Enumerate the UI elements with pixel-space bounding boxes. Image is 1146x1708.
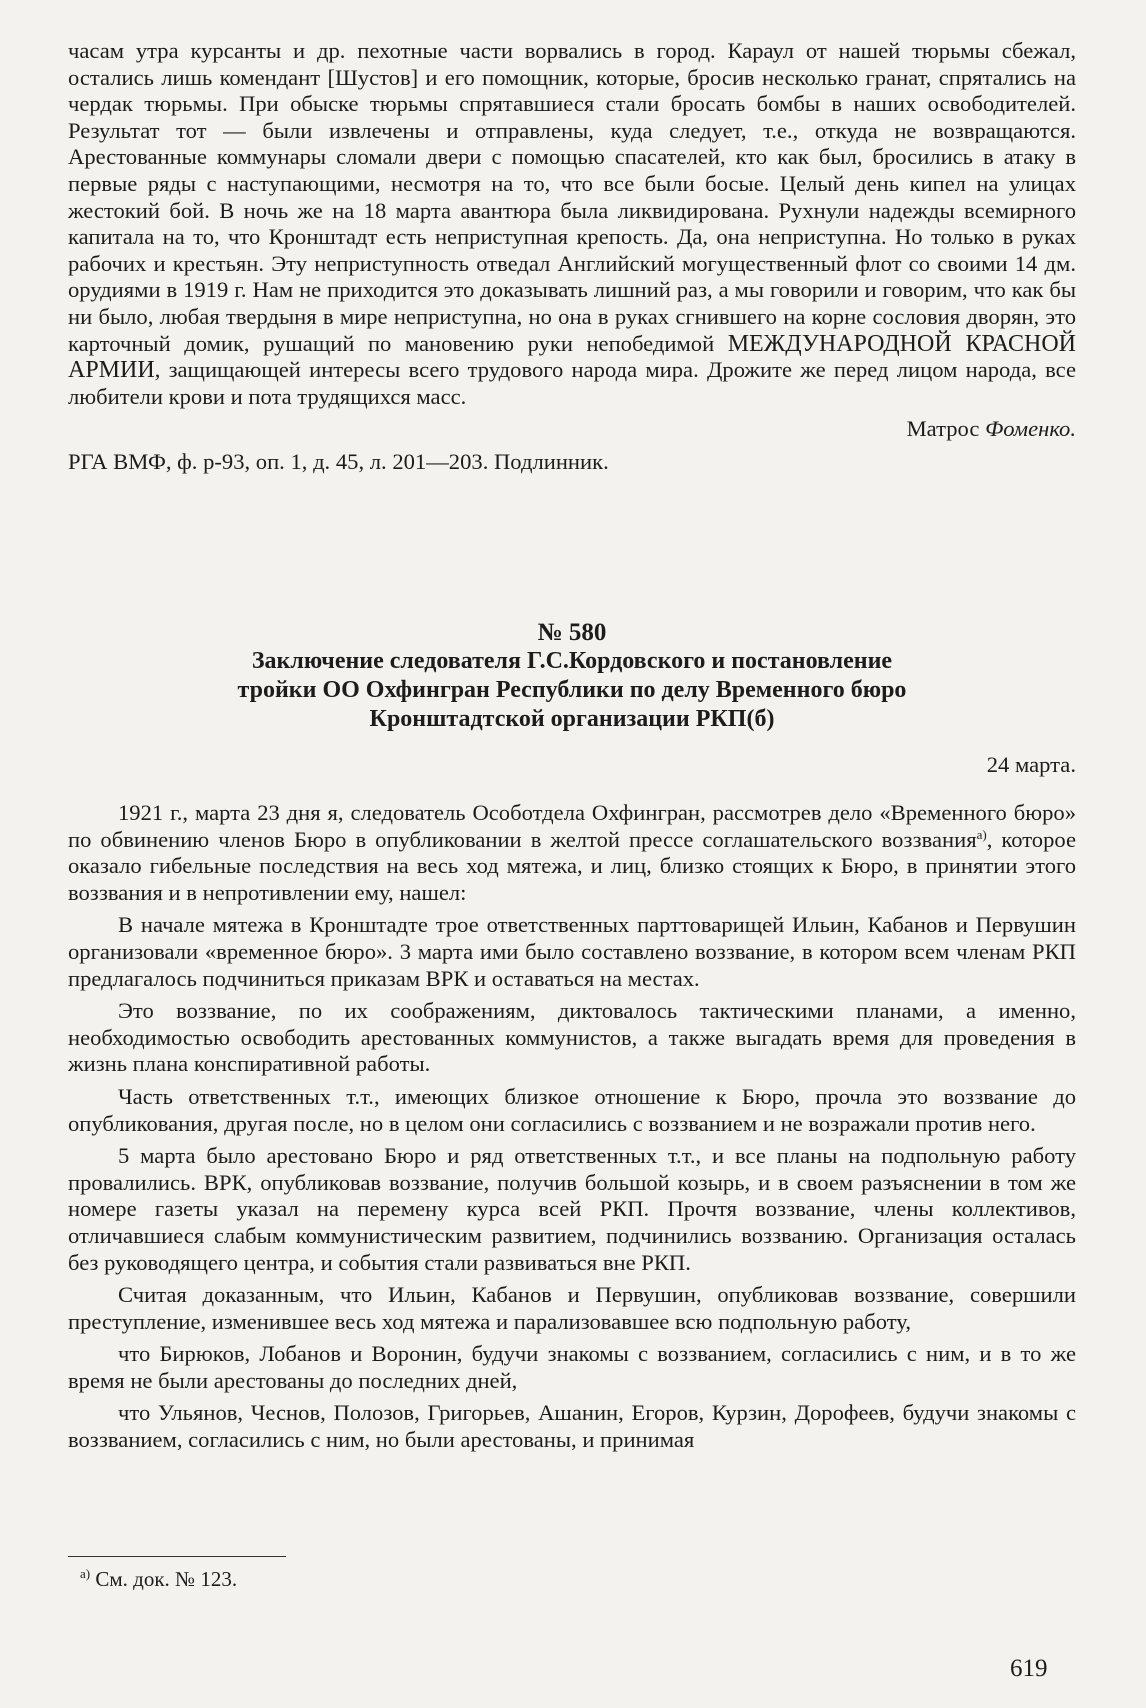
- body-paragraph: что Ульянов, Чеснов, Полозов, Григорьев, Ашанин, Егоров, Курзин, Дорофеев, будучи знакомы с воззванием, согласились с ним, но были арестованы, и принимая: [68, 1400, 1076, 1453]
- body-paragraph: Считая доказанным, что Ильин, Кабанов и Первушин, опубликовав воззвание, совершили преступление, изменившее весь ход мятежа и парализовавшее всю подпольную работу,: [68, 1282, 1076, 1334]
- signature-name: Фоменко.: [985, 416, 1076, 442]
- body-paragraph: 5 марта было арестовано Бюро и ряд ответственных т.т., и все планы на подпольную работу провалились. ВРК, опубликовав воззвание, получив большой козырь, и в своем разъяснении в том же номере газеты указал на перемену курса всей РКП. Прочтя воззвание, члены коллективов, отличавшиеся слабым коммунистическим развитием, подчинились воззванию. Организация осталась без руководящего центра, и события стали развиваться вне РКП.: [68, 1143, 1076, 1275]
- footnote-text: См. док. № 123.: [90, 1567, 238, 1591]
- footnote-divider: [68, 1556, 286, 1557]
- document-body: [68, 800, 1076, 1454]
- footnote: [80, 1566, 237, 1592]
- document-title-line: тройки ОО Охфингран Республики по делу Временного бюро: [237, 677, 907, 703]
- document-heading: [68, 618, 1076, 734]
- continued-text-block: [68, 38, 1076, 476]
- body-paragraph: Часть ответственных т.т., имеющих близкое отношение к Бюро, прочла это воззвание до опубликования, другая после, но в целом они согласились с воззванием и не возражали против него.: [68, 1083, 1076, 1136]
- continued-paragraph: часам утра курсанты и др. пехотные части ворвались в город. Караул от нашей тюрьмы сбежал, остались лишь комендант [Шустов] и его помощник, которые, бросив несколько гранат, спрятались на чердак тюрьмы. При обыске тюрьмы спрятавшиеся стали бросать бомбы в наших освободителей. Результат тот — были извлечены и отправлены, куда следует, т.е., откуда не возвращаются. Арестованные коммунары сломали двери с помощью спасателей, кто как был, бросились в атаку в первые ряды с наступающими, несмотря на то, что все были босые. Целый день кипел на улицах жестокий бой. В ночь же на 18 марта авантюра была ликвидирована. Рухнули надежды всемирного капитала на то, что Кронштадт есть неприступная крепость. Да, она неприступна. Но только в руках рабочих и крестьян. Эту неприступность отведал Английский могущественный флот со своими 14 дм. орудиями в 1919 г. Нам не приходится это доказывать лишний раз, а мы говорили и говорим, что как бы ни было, любая твердыня в мире неприступна, но она в руках сгнившего на корне сословия дворян, это карточный домик, рушащий по мановению руки непобедимой МЕЖДУНАРОДНОЙ КРАСНОЙ АРМИИ, защищающей интересы всего трудового народа мира. Дрожите же перед лицом народа, все любители крови и пота трудящихся масс.: [68, 38, 1076, 409]
- footnote-mark: а): [80, 1566, 91, 1581]
- page-number: 619: [1010, 1655, 1048, 1682]
- body-paragraph: что Бирюков, Лобанов и Воронин, будучи знакомы с воззванием, согласились с ним, и в то же время не были арестованы до последних дней,: [68, 1341, 1076, 1393]
- document-number: № 580: [537, 619, 607, 646]
- signature-line: Матрос Фоменко.: [906, 416, 1076, 442]
- body-paragraph: В начале мятежа в Кронштадте трое ответственных парттоварищей Ильин, Кабанов и Первушин организовали «временное бюро». 3 марта ими было составлено воззвание, в котором всем членам РКП предлагалось подчиниться приказам ВРК и оставаться на местах.: [68, 912, 1076, 991]
- body-paragraph: 1921 г., марта 23 дня я, следователь Особотдела Охфингран, рассмотрев дело «Временного бюро» по обвинению членов Бюро в опубликовании в желтой прессе соглашательского воззвания$^{а)}$, которое оказало гибельные последствия на весь ход мятежа, и лиц, близко стоящих к Бюро, в принятии этого воззвания и в непротивлении ему, нашел:: [68, 800, 1076, 905]
- footnote-ref: а): [976, 826, 987, 842]
- body-paragraph: Это воззвание, по их соображениям, диктовалось тактическими планами, а именно, необходимостью освободить арестованных коммунистов, а также выгадать время для проведения в жизнь плана конспиративной работы.: [68, 998, 1076, 1077]
- document-title-line: Кронштадтской организации РКП(б): [369, 706, 775, 732]
- caps-phrase: МЕЖДУНАРОДНОЙ КРАСНОЙ АРМИИ: [68, 330, 1076, 384]
- document-date: 24 марта.: [986, 752, 1076, 777]
- archive-reference: РГА ВМФ, ф. р-93, оп. 1, д. 45, л. 201—203. Подлинник.: [68, 448, 609, 474]
- document-title-line: Заключение следователя Г.С.Кордовского и постановление: [251, 648, 893, 674]
